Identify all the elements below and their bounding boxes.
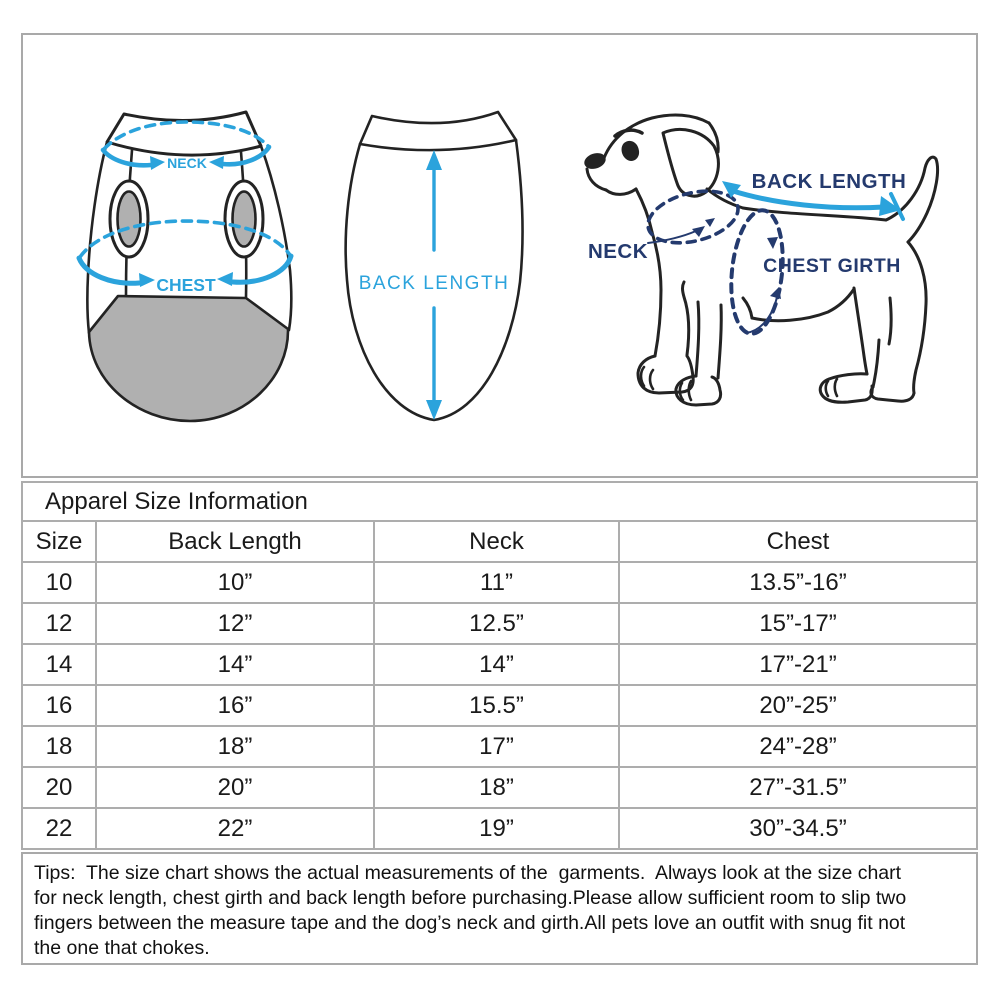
left-leg-hole-inner: [118, 192, 141, 247]
size-row-22: [22, 808, 977, 849]
size-table-title-row: [22, 482, 977, 521]
size-cell: 20”: [96, 767, 374, 808]
garment-chest-label: CHEST: [156, 275, 216, 295]
dog-chest-girth-label: CHEST GIRTH: [763, 255, 901, 277]
dog-jaw-to-chest: [636, 189, 652, 232]
tips-line-1: Tips: The size chart shows the actual measurements of the garments. Always look at the size chart: [34, 862, 902, 884]
dog-hind-toe-line2: [835, 379, 837, 396]
dog-mouth: [606, 189, 636, 194]
chest-measure-right-arc: [233, 256, 291, 282]
dog-near-hind-paw: [820, 374, 872, 403]
size-cell: 10: [22, 562, 96, 603]
garment-collar: [107, 112, 261, 155]
garment-front-diagram: [40, 90, 340, 450]
size-cell: 22”: [96, 808, 374, 849]
size-table-title: Apparel Size Information: [22, 482, 977, 521]
down-arrowhead-icon: [426, 400, 442, 420]
tips-line-3: fingers between the measure tape and the dog’s neck and girth.All pets love an outfit with snug fit not: [34, 912, 906, 934]
dog-front-toe-line2: [650, 370, 653, 389]
dog-front-toe-line: [641, 367, 644, 386]
size-cell: 14: [22, 644, 96, 685]
chest-arrowhead-right-icon: [139, 273, 155, 287]
size-row-12: [22, 603, 977, 644]
garment-back-collar: [360, 112, 516, 150]
dog-belly-line: [752, 289, 854, 321]
size-cell: 17”-21”: [619, 644, 977, 685]
column-header-back-length: Back Length: [96, 521, 374, 562]
size-cell: 22: [22, 808, 96, 849]
size-row-14: [22, 644, 977, 685]
garment-belly-panel: [89, 296, 288, 421]
size-cell: 14”: [96, 644, 374, 685]
dog-hind-toe-line: [826, 381, 828, 396]
size-cell: 19”: [374, 808, 619, 849]
measurement-diagrams-panel: [21, 33, 978, 478]
garment-back-diagram: [330, 90, 560, 450]
dog-front-paw: [638, 356, 693, 393]
size-cell: 12: [22, 603, 96, 644]
dog-front-leg-back-edge: [683, 282, 689, 355]
size-row-18: [22, 726, 977, 767]
size-table-body: [22, 482, 977, 849]
dog-front-leg-front-edge: [652, 232, 661, 356]
size-cell: 20”-25”: [619, 685, 977, 726]
dog-far-hind-paw: [871, 387, 914, 401]
size-cell: 12”: [96, 603, 374, 644]
dog-far-hind-leg: [873, 340, 879, 387]
column-header-neck: Neck: [374, 521, 619, 562]
tips-box: [21, 852, 978, 965]
size-cell: 14”: [374, 644, 619, 685]
size-cell: 13.5”-16”: [619, 562, 977, 603]
column-header-chest: Chest: [619, 521, 977, 562]
size-cell: 16: [22, 685, 96, 726]
size-cell: 18”: [96, 726, 374, 767]
right-leg-hole-inner: [233, 192, 256, 247]
size-cell: 27”-31.5”: [619, 767, 977, 808]
dog-second-leg-back-edge: [718, 305, 721, 378]
dog-hind-thigh-front: [854, 288, 867, 374]
garment-back-length-label: BACK LENGTH: [358, 273, 510, 294]
size-cell: 30”-34.5”: [619, 808, 977, 849]
back-length-arrow-line: [733, 191, 884, 208]
size-cell: 16”: [96, 685, 374, 726]
tips-line-2: for neck length, chest girth and back length before purchasing.Please allow sufficient room to slip two: [34, 887, 907, 909]
neck-arrowhead-left-icon: [209, 156, 224, 169]
dog-measurement-diagram: [560, 90, 980, 450]
up-arrowhead-icon: [426, 150, 442, 170]
size-cell: 17”: [374, 726, 619, 767]
size-cell: 24”-28”: [619, 726, 977, 767]
size-cell: 10”: [96, 562, 374, 603]
dog-second-leg-front-edge: [696, 302, 699, 376]
dog-haunch: [908, 242, 926, 393]
size-cell: 15”-17”: [619, 603, 977, 644]
dog-chin: [587, 169, 606, 190]
garment-neck-label: NECK: [167, 155, 207, 171]
size-row-20: [22, 767, 977, 808]
dog-eye-icon: [622, 141, 640, 161]
neck-arrowhead-right-icon: [150, 156, 165, 170]
dog-inner-thigh-line: [889, 298, 891, 344]
size-cell: 18: [22, 726, 96, 767]
size-cell: 11”: [374, 562, 619, 603]
dog-eyebrow: [615, 130, 642, 136]
size-table-header-row: [22, 521, 977, 562]
dog-neck-label: NECK: [587, 240, 649, 263]
size-cell: 15.5”: [374, 685, 619, 726]
dog-back-length-label: BACK LENGTH: [751, 170, 907, 193]
size-cell: 12.5”: [374, 603, 619, 644]
chest-girth-down-arrowhead-icon: [767, 237, 778, 249]
dog-ear: [663, 129, 718, 196]
size-row-10: [22, 562, 977, 603]
garment-right-edge: [261, 146, 291, 330]
tips-line-4: the one that chokes.: [34, 937, 210, 959]
chest-arrowhead-left-icon: [217, 272, 233, 286]
dog-second-toe-line2: [689, 381, 691, 400]
back-length-left-arrowhead-icon: [722, 181, 741, 198]
size-row-16: [22, 685, 977, 726]
apparel-size-table: [21, 481, 978, 850]
size-cell: 20: [22, 767, 96, 808]
neck-girth-arrowhead2-icon: [705, 218, 715, 227]
column-header-size: Size: [22, 521, 96, 562]
dog-armpit-line: [743, 298, 752, 318]
size-cell: 18”: [374, 767, 619, 808]
